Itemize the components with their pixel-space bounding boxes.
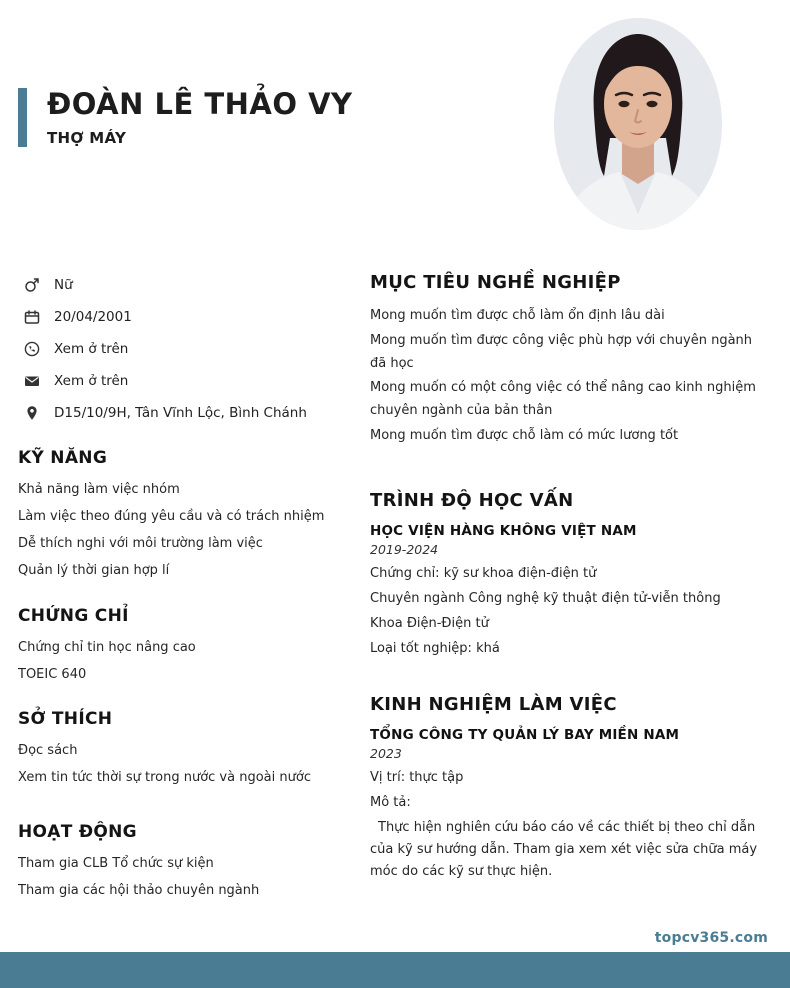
section-skills [18,448,336,582]
education-school: HỌC VIỆN HÀNG KHÔNG VIỆT NAM [370,522,637,539]
list-item: Khả năng làm việc nhóm [18,482,180,497]
contact-gender-text: Nữ [54,277,73,293]
contact-birthday-text: 20/04/2001 [54,309,132,325]
contact-phone-text: Xem ở trên [54,341,129,357]
right-column [352,248,790,925]
gender-icon [24,276,46,294]
contact-item-phone [24,340,336,358]
section-title-objective: MỤC TIÊU NGHỀ NGHIỆP [370,272,621,293]
contact-item-birthday [24,308,336,326]
list-item: Tham gia các hội thảo chuyên ngành [18,883,260,899]
section-objective [370,272,762,448]
list-item: Làm việc theo đúng yêu cầu và có trách nhiệm [18,509,325,525]
section-title-experience: KINH NGHIỆM LÀM VIỆC [370,693,617,715]
section-experience [370,694,762,883]
phone-icon [24,340,46,358]
section-title-certificates: CHỨNG CHỈ [18,605,129,626]
contact-item-address [24,404,336,422]
contact-item-gender [24,276,336,294]
education-detail: Loại tốt nghiệp: khá [370,640,500,656]
list-item: Dễ thích nghi với môi trường làm việc [18,536,263,552]
education-detail: Khoa Điện-Điện tử [370,615,489,631]
list-item: Chứng chỉ tin học nâng cao [18,639,196,655]
site-brand: topcv365.com [654,930,768,946]
name-block [18,88,353,147]
section-title-activities: HOẠT ĐỘNG [18,822,137,843]
objective-line: Mong muốn tìm được công việc phù hợp với chuyên ngành đã học [370,332,753,371]
objective-line: Mong muốn có một công việc có thể nâng cao kinh nghiệm chuyên ngành của bản thân [370,380,756,418]
section-education [370,490,762,660]
education-years: 2019-2024 [370,541,439,557]
contact-item-email [24,372,336,390]
cv-header [0,0,790,248]
experience-description: Thực hiện nghiên cứu báo cáo về các thiết bị theo chỉ dẫn của kỹ sư hướng dẫn. Tham gia xem xét việc sửa chữa máy móc do các kỹ sư thực hiện. [370,820,758,880]
footer-bar [0,952,790,988]
contact-list [24,276,336,422]
experience-years: 2023 [370,745,402,761]
email-icon [24,372,46,390]
section-title-interests: SỞ THÍCH [18,708,113,729]
section-interests [18,709,336,788]
avatar [554,18,722,230]
job-title: THỢ MÁY [47,129,127,148]
page-title: ĐOÀN LÊ THẢO VY [47,87,353,121]
section-title-education: TRÌNH ĐỘ HỌC VẤN [370,489,574,511]
education-detail: Chuyên ngành Công nghệ kỹ thuật điện tử-viễn thông [370,590,721,606]
list-item: Xem tin tức thời sự trong nước và ngoài nước [18,769,311,785]
list-item: Đọc sách [18,742,78,758]
list-item: Tham gia CLB Tổ chức sự kiện [18,856,214,872]
objective-line: Mong muốn tìm được chỗ làm ổn định lâu dài [370,308,665,323]
section-activities [18,822,336,901]
calendar-icon [24,308,46,326]
contact-address-text: D15/10/9H, Tân Vĩnh Lộc, Bình Chánh [54,405,307,421]
list-item: Quản lý thời gian hợp lí [18,563,170,579]
contact-email-text: Xem ở trên [54,373,129,389]
experience-position: Vị trí: thực tập [370,769,464,785]
objective-line: Mong muốn tìm được chỗ làm có mức lương tốt [370,427,679,443]
education-detail: Chứng chỉ: kỹ sư khoa điện-điện tử [370,565,597,581]
cv-body [0,248,790,925]
section-certificates [18,606,336,685]
experience-company: TỔNG CÔNG TY QUẢN LÝ BAY MIỀN NAM [370,726,680,743]
section-title-skills: KỸ NĂNG [18,448,108,468]
left-column [0,248,352,925]
location-icon [24,404,46,422]
accent-bar [18,88,27,147]
list-item: TOEIC 640 [18,666,87,682]
experience-description-label: Mô tả: [370,794,411,810]
